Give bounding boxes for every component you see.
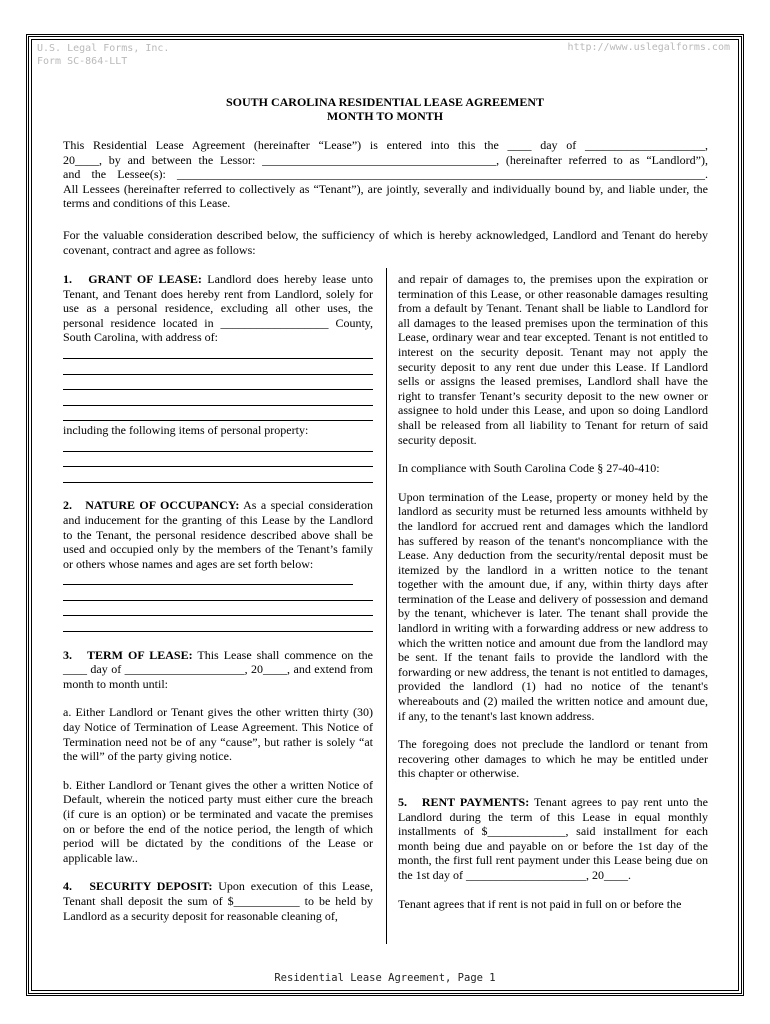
occupant-blank-line xyxy=(63,587,373,601)
occupant-blank-line xyxy=(63,571,353,585)
section-3a: a. Either Landlord or Tenant gives the other written thirty (30) day Notice of Termination of Lease Agreement. This Notice of Termination need not be of any “cause”, but rather is solely “at the will” of the party giving notice. xyxy=(63,705,373,764)
intro-line-3: and the Lessee(s): ________________________________________________________________________________________. xyxy=(63,167,708,182)
page-footer: Residential Lease Agreement, Page 1 xyxy=(274,972,496,984)
section-5 xyxy=(398,795,708,883)
section-1-text: Landlord does hereby lease unto Tenant, and Tenant does hereby rent from Landlord, solely for use as a personal residence, excluding all other uses, the personal residence located in __________________ County, South Carolina, with address of: xyxy=(63,272,374,345)
section-1-items: including the following items of personal property: xyxy=(63,422,309,437)
intro-paragraph xyxy=(63,138,708,211)
consideration-paragraph: For the valuable consideration described below, the sufficiency of which is hereby acknowledged, Landlord and Tenant do hereby covenant, contract and agree as follows: xyxy=(63,228,708,257)
address-blank-line xyxy=(63,361,373,375)
section-4-text: Upon execution of this Lease, Tenant shall deposit the sum of $___________ to be held by Landlord as a security deposit for reasonable cleaning of, xyxy=(63,879,374,923)
document-title xyxy=(0,95,770,123)
header-left xyxy=(37,42,169,68)
property-blank-line xyxy=(63,469,373,483)
right-column xyxy=(398,272,708,911)
intro-line-2: 20____, by and between the Lessor: _______________________________________, (hereinafter referred to as “Landlord”), xyxy=(63,152,708,167)
section-5-text: Tenant agrees to pay rent unto the Landlord during the term of this Lease in equal monthly installments of $_____________, said installment for each month being due and payable on or before the 1st day of the month, the first full rent payment under this Lease being due on the 1st day of ____________________, 20____. xyxy=(398,795,708,882)
late-rent-paragraph: Tenant agrees that if rent is not paid in full on or before the xyxy=(398,896,682,911)
sc-code-text: Upon termination of the Lease, property or money held by the landlord as security must be returned less amounts withheld by the landlord for accrued rent and damages which the landlord has suffered by reason of the tenant's noncompliance with the Lease. Any deduction from the security/rental deposit must be itemized by the landlord in a written notice to the tenant together with the amount due, if any, within thirty days after termination of the Lease and delivery of possession and demand by the tenant, whichever is later. The tenant shall provide the landlord in writing with a forwarding address or new address to which the written notice and amount due from the landlord may be sent. If the tenant fails to provide the landlord with the forwarding or new address, the tenant is not entitled to damages, provided the landlord (1) had no notice of the tenant's whereabouts and (2) mailed the written notice and amount due, if any, to the tenant's last known address. xyxy=(398,489,708,723)
address-blank-line xyxy=(63,407,373,421)
address-blank-line xyxy=(63,392,373,406)
section-3b: b. Either Landlord or Tenant gives the other a written Notice of Default, wherein the noticed party must either cure the breach (if cure is an option) or be terminated and vacate the premises on or before the end of the notice period, the length of which period will be dictated by the conditions of the Lease or applicable law.. xyxy=(63,777,373,865)
occupant-blank-line xyxy=(63,618,373,632)
section-1-heading: 1. GRANT OF LEASE: xyxy=(63,272,202,286)
address-blank-line xyxy=(63,376,373,390)
intro-line-1: This Residential Lease Agreement (hereinafter “Lease”) is entered into this the ____ day of ____________________, xyxy=(63,138,708,152)
section-3-text: This Lease shall commence on the ____ day of ____________________, 20____, and extend from month to month until: xyxy=(63,647,373,691)
section-2-heading: 2. NATURE OF OCCUPANCY: xyxy=(63,498,240,513)
occupant-blank-line xyxy=(63,602,373,616)
section-4-heading: 4. SECURITY DEPOSIT: xyxy=(63,879,213,894)
section-2-text: As a special consideration and inducement for the granting of this Lease by the Landlord to the Tenant, the personal residence described above shall be used and occupied only by the members of the Tenant’s family or others whose names and ages are set forth below: xyxy=(63,498,373,571)
section-2 xyxy=(63,498,373,571)
sc-code-reference: In compliance with South Carolina Code § 27-40-410: xyxy=(398,461,660,476)
section-3-heading: 3. TERM OF LEASE: xyxy=(63,647,193,662)
section-5-heading: 5. RENT PAYMENTS: xyxy=(398,795,530,809)
section-3 xyxy=(63,648,373,692)
address-blank-line xyxy=(63,345,373,359)
property-blank-line xyxy=(63,453,373,467)
section-1 xyxy=(63,272,373,345)
damages-paragraph: The foregoing does not preclude the landlord or tenant from recovering other damages to which he may be entitled under this chapter or otherwise. xyxy=(398,737,708,781)
title-line-2: MONTH TO MONTH xyxy=(326,109,444,123)
header-company: U.S. Legal Forms, Inc. xyxy=(37,43,170,54)
title-line-1: SOUTH CAROLINA RESIDENTIAL LEASE AGREEMENT xyxy=(225,95,545,109)
intro-line-4: All Lessees (hereinafter referred to collectively as “Tenant”), are jointly, severally and individually bound by, and liable under, the terms and conditions of this Lease. xyxy=(63,181,708,211)
left-column xyxy=(63,272,373,923)
security-deposit-continued: and repair of damages to, the premises upon the expiration or termination of this Lease, or other reasonable damages resulting from a default by Tenant. Tenant shall be liable to Landlord for all damages to the leased premises upon the termination of this Lease, ordinary wear and tear excepted. Tenant is not entitled to interest on the security deposit. Tenant may not apply the security deposit to any rent due under this Lease. If Landlord sells or assigns the leased premises, Landlord shall have the right to transfer Tenant’s security deposit to the new owner or assignee to hold under this Lease, and upon so doing Landlord shall be released from all liability to Tenant for return of said security deposit. xyxy=(398,272,708,447)
section-4 xyxy=(63,879,373,923)
column-divider xyxy=(386,268,387,944)
header-form-number: Form SC-864-LLT xyxy=(37,56,128,67)
property-blank-line xyxy=(63,438,373,452)
header-url: http://www.uslegalforms.com xyxy=(567,42,730,53)
